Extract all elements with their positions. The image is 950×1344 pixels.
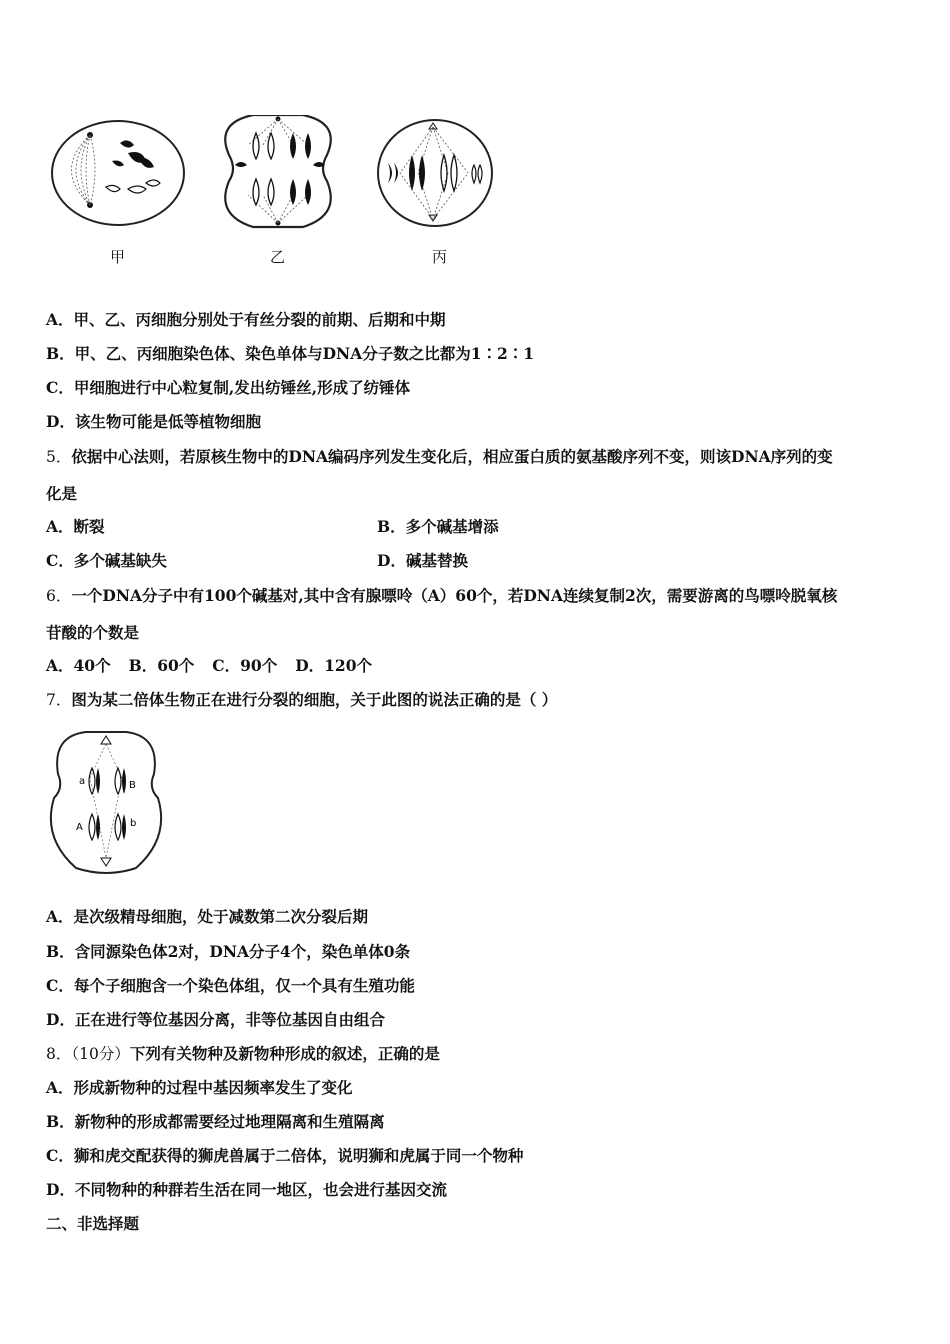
q8-stem-line	[46, 1044, 440, 1064]
q7-stem-line	[46, 690, 557, 710]
q5-option-a: A．断裂	[46, 517, 105, 536]
q8-option-d: D．不同物种的种群若生活在同一地区，也会进行基因交流	[46, 1180, 447, 1199]
q7-number: 7．	[46, 691, 72, 709]
caption-bing: 丙	[432, 248, 448, 266]
q4-option-d: D．该生物可能是低等植物细胞	[46, 412, 261, 431]
q6-stem-line1	[46, 586, 837, 606]
q8-option-a: A．形成新物种的过程中基因频率发生了变化	[46, 1078, 353, 1097]
q8-option-b: B．新物种的形成都需要经过地理隔离和生殖隔离	[46, 1112, 385, 1131]
q5-stem-line2: 化是	[46, 484, 78, 503]
q7-stem: 图为某二倍体生物正在进行分裂的细胞，关于此图的说法正确的是（ ）	[71, 690, 558, 709]
q5-stem-line1	[46, 447, 833, 467]
q7-label-A: A	[76, 822, 83, 833]
section-heading: 二、非选择题	[46, 1214, 140, 1233]
q8-number: 8．	[46, 1045, 72, 1063]
q7-label-B: B	[129, 780, 136, 791]
q4-option-a: A．甲、乙、丙细胞分别处于有丝分裂的前期、后期和中期	[46, 310, 446, 329]
q5-option-c: C．多个碱基缺失	[46, 551, 167, 570]
q8-score: （10分）	[71, 1045, 130, 1063]
q4-option-c: C．甲细胞进行中心粒复制,发出纺锤丝,形成了纺锤体	[46, 378, 411, 397]
q8-option-c: C．狮和虎交配获得的狮虎兽属于二倍体，说明狮和虎属于同一个物种	[46, 1146, 524, 1165]
cell-jia	[52, 121, 184, 225]
q4-option-b: B．甲、乙、丙细胞染色体、染色单体与DNA分子数之比都为1∶2∶1	[46, 344, 535, 363]
q6-stem: 一个DNA分子中有100个碱基对,其中含有腺嘌呤（A）60个，若DNA连续复制2次，需要游离的鸟嘌呤脱氧核	[71, 586, 838, 605]
q6-stem-line2: 苷酸的个数是	[46, 623, 140, 642]
q7-label-b: b	[130, 818, 137, 829]
q5-number: 5．	[46, 448, 72, 466]
q7-label-a: a	[79, 776, 86, 787]
q7-option-a: A．是次级精母细胞，处于减数第二次分裂后期	[46, 907, 369, 926]
q5-option-b: B．多个碱基增添	[377, 517, 499, 536]
q7-option-c: C．每个子细胞含一个染色体组，仅一个具有生殖功能	[46, 976, 415, 995]
q6-option-c: C．90个	[212, 656, 278, 675]
q6-option-d: D．120个	[295, 656, 372, 675]
q5-option-d: D．碱基替换	[377, 551, 468, 570]
cell-yi	[225, 115, 331, 227]
cell-bing	[378, 120, 492, 226]
q6-option-b: B．60个	[128, 656, 195, 675]
q7-option-d: D．正在进行等位基因分离，非等位基因自由组合	[46, 1010, 385, 1029]
q7-option-b: B．含同源染色体2对，DNA分子4个，染色单体0条	[46, 942, 411, 961]
q6-option-a: A．40个	[46, 656, 111, 675]
q6-options	[46, 656, 390, 676]
q7-cell-figure	[46, 728, 166, 878]
q8-stem: 下列有关物种及新物种形成的叙述，正确的是	[129, 1044, 440, 1063]
q6-number: 6．	[46, 587, 72, 605]
caption-yi: 乙	[270, 248, 286, 266]
q5-stem: 依据中心法则，若原核生物中的DNA编码序列发生变化后，相应蛋白质的氨基酸序列不变，则该DNA序列的变	[71, 447, 833, 466]
caption-jia: 甲	[110, 248, 126, 266]
meiosis-cell-diagram	[46, 728, 166, 878]
